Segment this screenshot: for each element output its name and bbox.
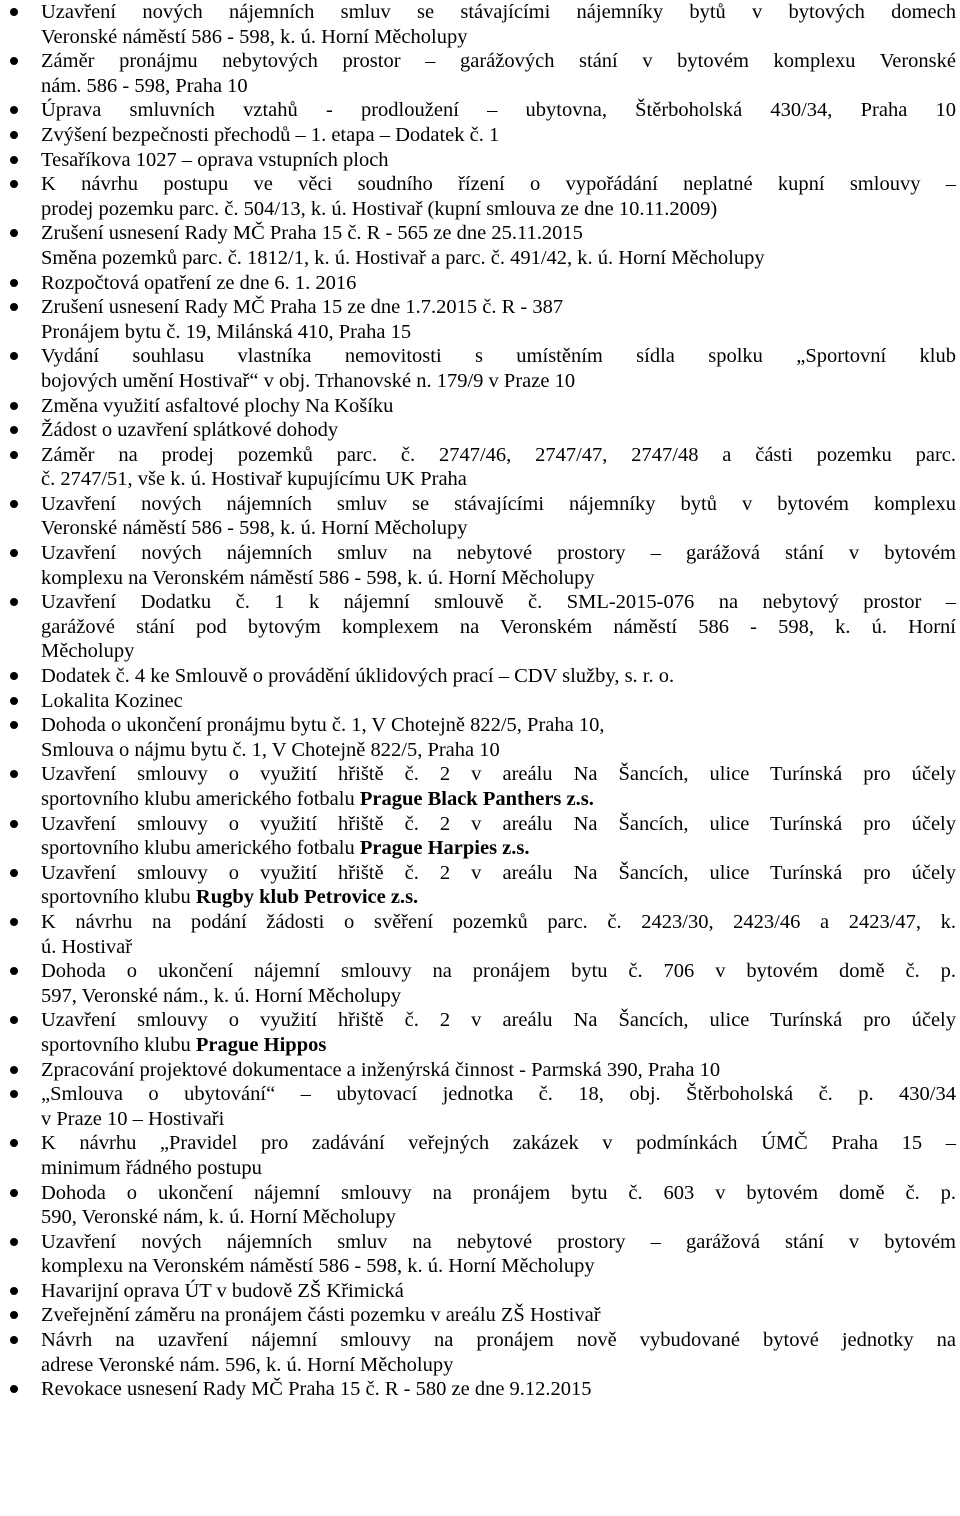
item-text: Uzavření nových nájemních smluv se stávajícími nájemníky bytů v bytovém komplexu: [41, 492, 956, 515]
item-text-line: [41, 541, 956, 566]
item-bold-name: Prague Harpies z.s.: [359, 837, 530, 860]
list-item: [0, 664, 960, 689]
item-text: Zrušení usnesení Rady MČ Praha 15 ze dne 1.7.2015 č. R - 387: [41, 296, 564, 319]
bullet-icon: [10, 1311, 18, 1319]
bullet-icon: [10, 57, 18, 65]
bullet-icon: [10, 1238, 18, 1246]
item-text-line: [41, 49, 956, 74]
item-text: K návrhu „Pravidel pro zadávání veřejných zakázek v podmínkách ÚMČ Praha 15 –: [41, 1132, 956, 1155]
item-text-line: [41, 615, 956, 640]
list-item: [0, 98, 960, 123]
bullet-icon: [10, 229, 18, 237]
item-text-line: [41, 344, 956, 369]
item-text-line: [41, 467, 956, 492]
bullet-icon: [10, 106, 18, 114]
item-text: minimum řádného postupu: [41, 1156, 262, 1179]
item-text: Vydání souhlasu vlastníka nemovitosti s umístěním sídla spolku „Sportovní klub: [41, 345, 956, 368]
item-text: Uzavření Dodatku č. 1 k nájemní smlouvě č. SML-2015-076 na nebytový prostor –: [41, 591, 956, 614]
bullet-icon: [10, 156, 18, 164]
item-text-line: [41, 1230, 956, 1255]
item-text: Uzavření smlouvy o využití hřiště č. 2 v areálu Na Šancích, ulice Turínská pro účely: [41, 861, 956, 884]
list-item: [0, 271, 960, 296]
item-text-line: [41, 1205, 956, 1230]
bullet-icon: [10, 549, 18, 557]
item-text: Uzavření nových nájemních smluv se stávajícími nájemníky bytů v bytových domech: [41, 1, 956, 23]
item-text: bojových umění Hostivař“ v obj. Trhanovské n. 179/9 v Praze 10: [41, 369, 576, 392]
item-text-line: [41, 713, 956, 738]
item-text-line: [41, 885, 956, 910]
item-text: Uzavření nových nájemních smluv na nebytové prostory – garážová stání v bytovém: [41, 1230, 956, 1253]
item-text-line: [41, 1353, 956, 1378]
bullet-icon: [10, 820, 18, 828]
list-item: [0, 541, 960, 590]
bullet-icon: [10, 8, 18, 16]
item-text-line: [41, 271, 956, 296]
list-item: [0, 394, 960, 419]
bullet-icon: [10, 1287, 18, 1295]
bullet-icon: [10, 180, 18, 188]
item-text-line: [41, 1254, 956, 1279]
bullet-icon: [10, 697, 18, 705]
list-item: [0, 959, 960, 1008]
item-text: prodej pozemku parc. č. 504/13, k. ú. Hostivař (kupní smlouva ze dne 10.11.2009): [41, 197, 718, 220]
item-text-line: [41, 861, 956, 886]
item-bold-name: Rugby klub Petrovice z.s.: [195, 886, 419, 909]
item-text-line: [41, 221, 956, 246]
item-text-line: [41, 566, 956, 591]
item-text-line: [41, 148, 956, 173]
bullet-icon: [10, 451, 18, 459]
item-text-line: [41, 172, 956, 197]
bullet-icon: [10, 1016, 18, 1024]
item-text-line: [41, 516, 956, 541]
bullet-icon: [10, 721, 18, 729]
item-text-line: [41, 836, 956, 861]
item-text: ú. Hostivař: [41, 935, 133, 958]
list-item: [0, 861, 960, 910]
item-text-line: [41, 959, 956, 984]
item-text-line: [41, 123, 956, 148]
item-text: Pronájem bytu č. 19, Milánská 410, Praha 15: [41, 320, 412, 343]
list-item: [0, 1058, 960, 1083]
item-text-line: [41, 787, 956, 812]
item-text-line: [41, 762, 956, 787]
item-text: Změna využití asfaltové plochy Na Košíku: [41, 394, 394, 417]
item-text: Lokalita Kozinec: [41, 689, 183, 712]
item-text-line: [41, 295, 956, 320]
list-item: [0, 1377, 960, 1402]
list-item: [0, 1082, 960, 1131]
list-item: [0, 1328, 960, 1377]
bullet-icon: [10, 1189, 18, 1197]
item-text: K návrhu na podání žádosti o svěření pozemků parc. č. 2423/30, 2423/46 a 2423/47, k.: [41, 910, 956, 933]
bullet-icon: [10, 869, 18, 877]
item-text: komplexu na Veronském náměstí 586 - 598, k. ú. Horní Měcholupy: [41, 566, 595, 589]
item-bold-name: Prague Hippos: [195, 1033, 327, 1056]
item-text-line: [41, 246, 956, 271]
item-text-line: [41, 0, 956, 25]
bullet-icon: [10, 967, 18, 975]
item-text: Záměr pronájmu nebytových prostor – garážových stání v bytovém komplexu Veronské: [41, 50, 956, 73]
item-text: Dodatek č. 4 ke Smlouvě o provádění úklidových prací – CDV služby, s. r. o.: [41, 665, 675, 688]
item-text: „Smlouva o ubytování“ – ubytovací jednotka č. 18, obj. Štěrboholská č. p. 430/34: [41, 1083, 956, 1106]
item-text: Dohoda o ukončení nájemní smlouvy na pronájem bytu č. 603 v bytovém domě č. p.: [41, 1181, 956, 1204]
list-item: [0, 1279, 960, 1304]
item-text: Veronské náměstí 586 - 598, k. ú. Horní Měcholupy: [41, 25, 468, 48]
list-item: [0, 1131, 960, 1180]
list-item: [0, 910, 960, 959]
item-text: 597, Veronské nám., k. ú. Horní Měcholupy: [41, 984, 402, 1007]
bullet-icon: [10, 1336, 18, 1344]
list-item: [0, 1181, 960, 1230]
item-text: Dohoda o ukončení pronájmu bytu č. 1, V Chotejně 822/5, Praha 10,: [41, 714, 605, 737]
item-text: Tesaříkova 1027 – oprava vstupních ploch: [41, 148, 389, 171]
item-text: Měcholupy: [41, 640, 135, 663]
item-text-line: [41, 1156, 956, 1181]
item-text: Havarijní oprava ÚT v budově ZŠ Křimická: [41, 1279, 404, 1302]
item-text: adrese Veronské nám. 596, k. ú. Horní Měcholupy: [41, 1353, 454, 1376]
item-text: komplexu na Veronském náměstí 586 - 598, k. ú. Horní Měcholupy: [41, 1255, 595, 1278]
item-text-line: [41, 197, 956, 222]
item-text: Revokace usnesení Rady MČ Praha 15 č. R - 580 ze dne 9.12.2015: [41, 1378, 592, 1401]
item-text-line: [41, 689, 956, 714]
item-text-line: [41, 369, 956, 394]
list-item: [0, 443, 960, 492]
item-text: Uzavření smlouvy o využití hřiště č. 2 v areálu Na Šancích, ulice Turínská pro účely: [41, 812, 956, 835]
bullet-icon: [10, 402, 18, 410]
item-text: sportovního klubu: [41, 886, 196, 909]
item-text-line: [41, 1181, 956, 1206]
item-text: Směna pozemků parc. č. 1812/1, k. ú. Hostivař a parc. č. 491/42, k. ú. Horní Měcholupy: [41, 246, 765, 269]
item-text-line: [41, 1008, 956, 1033]
list-item: [0, 689, 960, 714]
item-text: Zpracování projektové dokumentace a inženýrská činnost - Parmská 390, Praha 10: [41, 1058, 721, 1081]
item-text-line: [41, 1303, 956, 1328]
list-item: [0, 148, 960, 173]
list-item: [0, 762, 960, 811]
item-text-line: [41, 25, 956, 50]
item-text-line: [41, 394, 956, 419]
list-item: [0, 590, 960, 664]
item-text: Dohoda o ukončení nájemní smlouvy na pronájem bytu č. 706 v bytovém domě č. p.: [41, 960, 956, 983]
bullet-icon: [10, 1090, 18, 1098]
list-item: [0, 1230, 960, 1279]
item-text: sportovního klubu: [41, 1033, 196, 1056]
item-text: 590, Veronské nám, k. ú. Horní Měcholupy: [41, 1206, 396, 1229]
item-text-line: [41, 1377, 956, 1402]
item-text-line: [41, 639, 956, 664]
bullet-icon: [10, 131, 18, 139]
item-text-line: [41, 443, 956, 468]
item-text-line: [41, 1033, 956, 1058]
list-item: [0, 0, 960, 49]
item-text-line: [41, 1279, 956, 1304]
item-text-line: [41, 1107, 956, 1132]
list-item: [0, 344, 960, 393]
item-text: Uzavření nových nájemních smluv na nebytové prostory – garážová stání v bytovém: [41, 542, 956, 565]
item-text-line: [41, 910, 956, 935]
list-item: [0, 221, 960, 270]
item-text-line: [41, 984, 956, 1009]
list-item: [0, 418, 960, 443]
item-text: Záměr na prodej pozemků parc. č. 2747/46, 2747/47, 2747/48 a části pozemku parc.: [41, 443, 956, 466]
item-text: č. 2747/51, vše k. ú. Hostivař kupujícímu UK Praha: [41, 468, 467, 491]
item-text: Rozpočtová opatření ze dne 6. 1. 2016: [41, 271, 357, 294]
bullet-icon: [10, 500, 18, 508]
list-item: [0, 492, 960, 541]
item-text: Uzavření smlouvy o využití hřiště č. 2 v areálu Na Šancích, ulice Turínská pro účely: [41, 763, 956, 786]
item-text: nám. 586 - 598, Praha 10: [41, 74, 248, 97]
item-text-line: [41, 738, 956, 763]
item-text-line: [41, 1131, 956, 1156]
item-text-line: [41, 1328, 956, 1353]
bullet-icon: [10, 598, 18, 606]
item-text: Zveřejnění záměru na pronájem části pozemku v areálu ZŠ Hostivař: [41, 1304, 601, 1327]
list-item: [0, 1303, 960, 1328]
list-item: [0, 295, 960, 344]
item-text: Zvýšení bezpečnosti přechodů – 1. etapa – Dodatek č. 1: [41, 123, 500, 146]
item-text: Uzavření smlouvy o využití hřiště č. 2 v areálu Na Šancích, ulice Turínská pro účely: [41, 1009, 956, 1032]
item-text-line: [41, 418, 956, 443]
item-text-line: [41, 98, 956, 123]
bullet-icon: [10, 1066, 18, 1074]
item-text-line: [41, 1058, 956, 1083]
item-bold-name: Prague Black Panthers z.s.: [359, 788, 594, 810]
list-item: [0, 172, 960, 221]
item-text: sportovního klubu amerického fotbalu: [41, 788, 360, 810]
bullet-icon: [10, 426, 18, 434]
list-item: [0, 812, 960, 861]
item-text-line: [41, 320, 956, 345]
item-text-line: [41, 812, 956, 837]
list-item: [0, 49, 960, 98]
bullet-icon: [10, 918, 18, 926]
bullet-icon: [10, 352, 18, 360]
list-item: [0, 713, 960, 762]
bullet-icon: [10, 1139, 18, 1147]
item-text: garážové stání pod bytovým komplexem na Veronském náměstí 586 - 598, k. ú. Horní: [41, 615, 956, 638]
bullet-icon: [10, 672, 18, 680]
item-text: Návrh na uzavření nájemní smlouvy na pronájem nově vybudované bytové jednotky na: [41, 1329, 956, 1352]
item-text: Žádost o uzavření splátkové dohody: [41, 419, 339, 442]
list-item: [0, 1008, 960, 1057]
bullet-icon: [10, 1385, 18, 1393]
item-text: Veronské náměstí 586 - 598, k. ú. Horní Měcholupy: [41, 517, 468, 540]
item-text-line: [41, 590, 956, 615]
item-text: Úprava smluvních vztahů - prodloužení – ubytovna, Štěrboholská 430/34, Praha 10: [41, 99, 956, 122]
item-text-line: [41, 492, 956, 517]
item-text-line: [41, 664, 956, 689]
item-text: v Praze 10 – Hostivaři: [41, 1107, 225, 1130]
item-text: Smlouva o nájmu bytu č. 1, V Chotejně 822/5, Praha 10: [41, 738, 500, 761]
bullet-icon: [10, 279, 18, 287]
item-text: K návrhu postupu ve věci soudního řízení o vypořádání neplatné kupní smlouvy –: [41, 173, 956, 196]
bullet-icon: [10, 303, 18, 311]
item-text-line: [41, 1082, 956, 1107]
list-item: [0, 123, 960, 148]
item-text-line: [41, 74, 956, 99]
bullet-icon: [10, 770, 18, 778]
item-text: sportovního klubu amerického fotbalu: [41, 837, 360, 860]
item-text: Zrušení usnesení Rady MČ Praha 15 č. R - 565 ze dne 25.11.2015: [41, 222, 583, 245]
item-text-line: [41, 935, 956, 960]
